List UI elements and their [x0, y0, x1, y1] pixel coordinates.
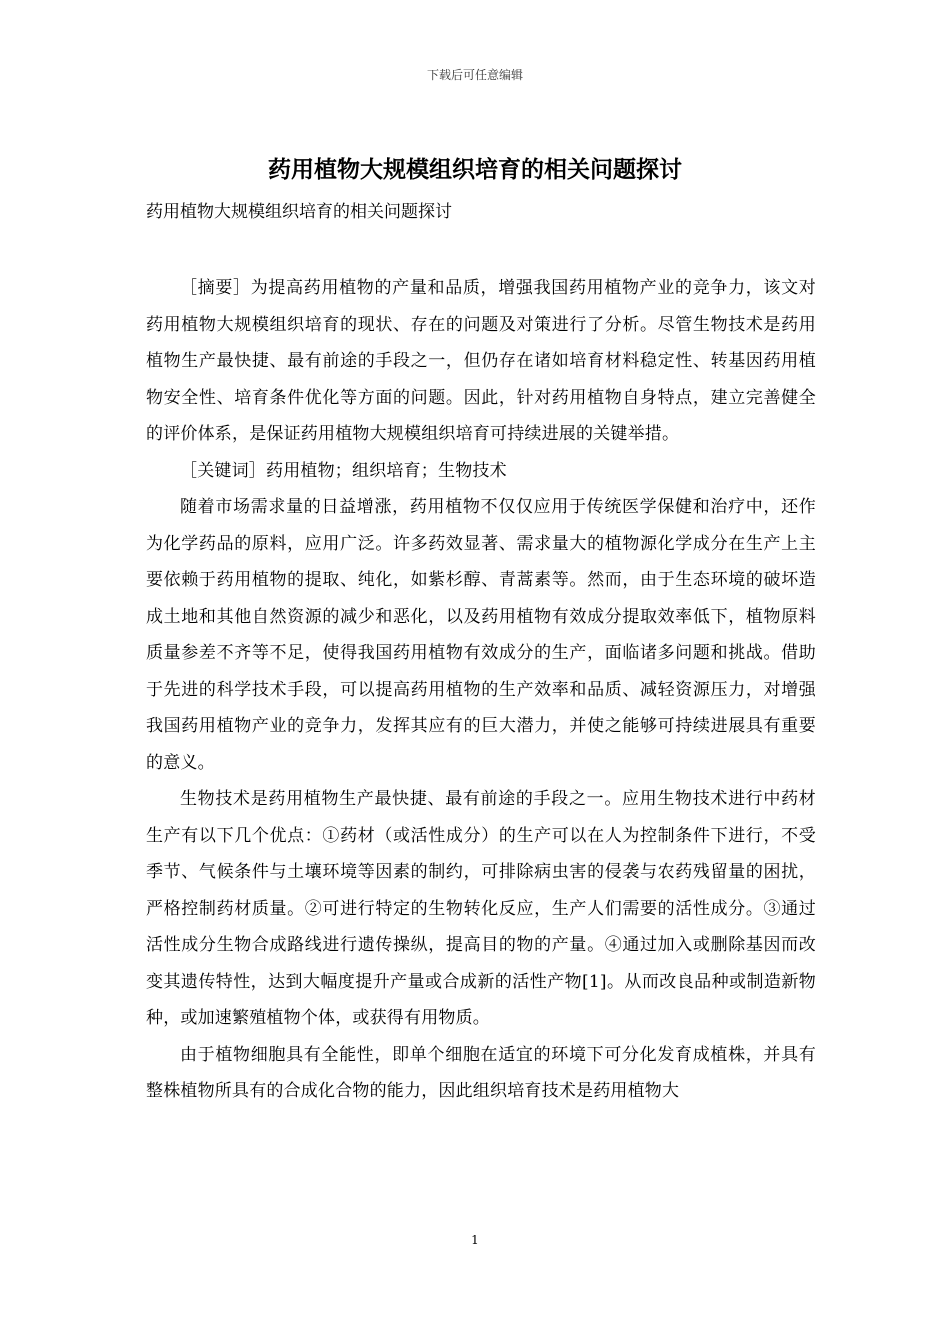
body-paragraph: 随着市场需求量的日益增涨，药用植物不仅仅应用于传统医学保健和治疗中，还作为化学药品的原料，应用广泛。许多药效显著、需求量大的植物源化学成分在生产上主要依赖于药用植物的提取、纯化，如紫杉醇、青蒿素等。然而，由于生态环境的破坏造成土地和其他自然资源的减少和恶化，以及药用植物有效成分提取效率低下，植物原料质量参差不齐等不足，使得我国药用植物有效成分的生产，面临诸多问题和挑战。借助于先进的科学技术手段，可以提高药用植物的生产效率和品质、减轻资源压力，对增强我国药用植物产业的竞争力，发挥其应有的巨大潜力，并使之能够可持续进展具有重要的意义。	[146, 497, 816, 773]
document-title: 药用植物大规模组织培育的相关问题探讨	[268, 156, 682, 183]
body-paragraph: 生物技术是药用植物生产最快捷、最有前途的手段之一。应用生物技术进行中药材生产有以下几个优点：①药材（或活性成分）的生产可以在人为控制条件下进行，不受季节、气候条件与土壤环境等因素的制约，可排除病虫害的侵袭与农药残留量的困扰，严格控制药材质量。②可进行特定的生物转化反应，生产人们需要的活性成分。③通过活性成分生物合成路线进行遗传操纵，提高目的物的产量。④通过加入或删除基因而改变其遗传特性，达到大幅度提升产量或合成新的活性产物[1]。从而改良品种或制造新物种，或加速繁殖植物个体，或获得有用物质。	[146, 789, 816, 1028]
document-body	[146, 270, 816, 1110]
abstract-paragraph: ［摘要］为提高药用植物的产量和品质，增强我国药用植物产业的竞争力，该文对药用植物大规模组织培育的现状、存在的问题及对策进行了分析。尽管生物技术是药用植物生产最快捷、最有前途的手段之一，但仍存在诸如培育材料稳定性、转基因药用植物安全性、培育条件优化等方面的问题。因此，针对药用植物自身特点，建立完善健全的评价体系，是保证药用植物大规模组织培育可持续进展的关键举措。	[146, 278, 816, 444]
page-number: 1	[471, 1233, 479, 1247]
body-paragraph: 由于植物细胞具有全能性，即单个细胞在适宜的环境下可分化发育成植株，并具有整株植物所具有的合成化合物的能力，因此组织培育技术是药用植物大	[146, 1044, 816, 1101]
document-subtitle: 药用植物大规模组织培育的相关问题探讨	[146, 202, 452, 222]
keywords-paragraph: ［关键词］药用植物；组织培育；生物技术	[180, 460, 507, 481]
header-note: 下载后可任意编辑	[426, 68, 523, 82]
